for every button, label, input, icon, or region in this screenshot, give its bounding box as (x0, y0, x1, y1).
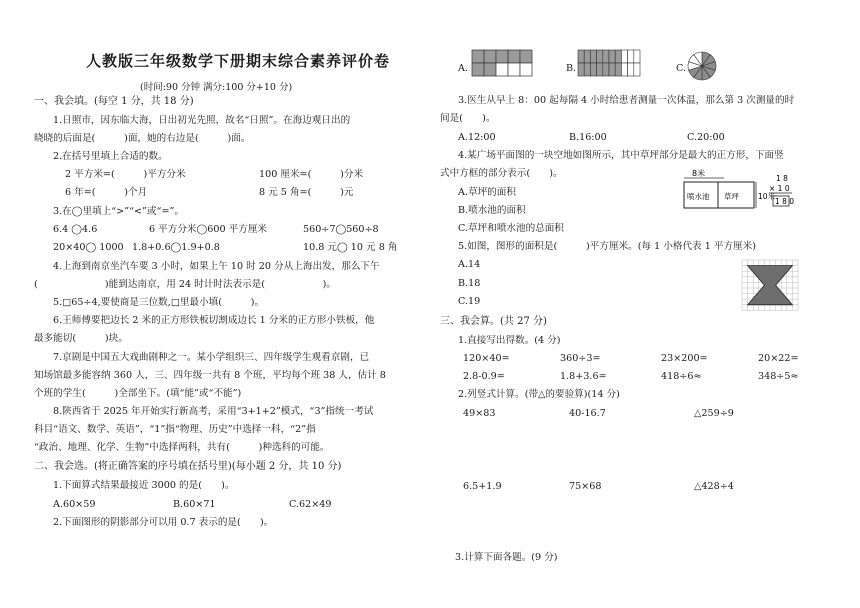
fraction-circle-figure-c (686, 50, 718, 82)
s3-q2-item: △428÷4 (694, 481, 734, 492)
section1-heading: 一、我会填。(每空 1 分，共 18 分) (34, 96, 194, 107)
grid-cell (472, 50, 484, 63)
grid-cell (508, 50, 520, 63)
s1-q4-line2: ( )能到达南京，用 24 时计时法表示是( )。 (34, 279, 336, 290)
s3-q1-item: 1.8+3.6= (560, 371, 607, 382)
s3-q1: 1.直接写出得数。(4 分) (458, 335, 561, 346)
s1-q7-line2: 知场馆最多能容纳 360 人，三、四年级一共有 8 个班，平均每个班 38 人，估计 8 (34, 370, 386, 381)
grid-cell (609, 50, 615, 63)
section2-heading: 二、我会选。(将正确答案的序号填在括号里)(每小题 2 分，共 10 分) (34, 461, 342, 472)
grid-cell (520, 63, 532, 76)
s2-q4-option: B.喷水池的面积 (458, 205, 526, 216)
s2-q1-option: A.60×59 (53, 499, 96, 510)
grid-cell (634, 50, 640, 63)
s1-q2: 2.在括号里填上合适的数。 (53, 151, 168, 162)
s2-q3-option: C.20:00 (687, 132, 725, 143)
grid-cell (484, 63, 496, 76)
grid-cell (609, 63, 615, 76)
s1-q7-line1: 7.京剧是中国五大戏曲剧种之一。某小学组织三、四年级学生观看京剧，已 (53, 352, 370, 363)
s1-q3-item: 1.8+0.6◯1.9+0.8 (132, 242, 220, 253)
grid-cell (496, 63, 508, 76)
grid-cell (615, 63, 621, 76)
lawn-label: 草坪 (724, 192, 739, 201)
s1-q8-line3: “政治、地理、化学、生物”中选择两科，共有( )种选科的可能。 (34, 442, 330, 453)
s2-q5: 5.如图，图形的面积是( )平方厘米。(每 1 小格代表 1 平方厘米) (458, 241, 756, 252)
s3-q1-item: 360÷3= (560, 353, 601, 364)
s3-q1-item: 20×22= (758, 353, 799, 364)
s2-q5-option: B.18 (458, 278, 481, 289)
grid-cell (628, 63, 634, 76)
s3-q1-item: 120×40= (463, 353, 510, 364)
fraction-grid-figure-b (578, 50, 642, 80)
grid-cell (590, 63, 596, 76)
s3-q1-item: 418÷6≈ (661, 371, 702, 382)
s2-q4-option: A.草坪的面积 (458, 187, 516, 198)
s1-q2-item: 6 年=( )个月 (65, 187, 148, 198)
s1-q2-item: 8 元 5 角=( )元 (259, 187, 354, 198)
s1-q3: 3.在◯里填上“>”“<”或“=”。 (53, 206, 184, 217)
s1-q1-line2: 晓晓的后面是( )面，她的右边是( )面。 (34, 133, 251, 144)
s1-q8-line2: 科目“语文、数学、英语”，“1”指“物理、历史”中选择一科，“2”指 (34, 424, 316, 435)
s3-q2-item: △259÷9 (694, 408, 734, 419)
s1-q3-item: 6 平方分米◯600 平方厘米 (149, 224, 268, 235)
grid-cell (584, 50, 590, 63)
grid-cell (628, 50, 634, 63)
grid-cell (603, 50, 609, 63)
s1-q3-item: 20×40◯ 1000 (53, 242, 124, 253)
grid-cell (484, 50, 496, 63)
grid-cell (603, 63, 609, 76)
s2-q2: 2.下面图形的阴影部分可以用 0.7 表示的是( )。 (53, 517, 274, 528)
s3-q2: 2.列竖式计算。(带△的要验算)(14 分) (458, 389, 620, 400)
page-title: 人教版三年级数学下册期末综合素养评价卷 (86, 52, 391, 70)
grid-cell (597, 50, 603, 63)
s2-q1-option: B.60×71 (173, 499, 216, 510)
s2-q3-line1: 3.医生从早上 8：00 起每隔 4 小时给患者测量一次体温，那么第 3 次测量的时 (458, 95, 795, 106)
s1-q4-line1: 4.上海到南京坐汽车要 3 小时，如果上午 10 时 20 分从上海出发，那么下午 (53, 261, 380, 272)
s2-q3-option: A.12:00 (458, 132, 496, 143)
grid-cell (584, 63, 590, 76)
fraction-grid-figure-a (472, 50, 532, 80)
s2-q4-line1: 4.某广场平面图的一块空地如图所示，其中草坪部分是最大的正方形，下面竖 (458, 150, 784, 161)
s3-q2-item: 40-16.7 (569, 408, 606, 419)
width-label: 8米 (692, 169, 706, 178)
calc-line: 1 8 0 (775, 197, 795, 206)
s1-q6-line2: 最多能切( )块。 (34, 333, 128, 344)
grid-cell (621, 50, 627, 63)
section3-heading: 三、我会算。(共 27 分) (440, 316, 547, 327)
s2-q2-option: C. (676, 63, 687, 74)
fountain-label: 喷水池 (687, 192, 710, 201)
s2-q5-option: C.19 (458, 296, 481, 307)
grid-cell (472, 63, 484, 76)
s2-q4-line2: 式中方框的部分表示( )。 (440, 168, 563, 179)
s3-q3: 3.计算下面各题。(9 分) (455, 552, 558, 563)
s2-q4-option: C.草坪和喷水池的总面积 (458, 223, 564, 234)
s3-q2-item: 49×83 (463, 408, 496, 419)
s2-q1-option: C.62×49 (289, 499, 332, 510)
page-subtitle: (时间:90 分钟 满分:100 分+10 分) (140, 82, 293, 93)
height-label: 10米 (758, 192, 776, 201)
s2-q5-option: A.14 (458, 259, 481, 270)
grid-cell (597, 63, 603, 76)
grid-cell (578, 50, 584, 63)
grid-cell (615, 50, 621, 63)
s2-q3-option: B.16:00 (569, 132, 607, 143)
s3-q1-item: 348÷5≈ (758, 371, 799, 382)
calc-line: × 1 0 (769, 184, 790, 193)
s1-q6-line1: 6.王师傅要把边长 2 米的正方形铁板切割成边长 1 分米的正方形小铁板，他 (53, 315, 375, 326)
s2-q2-option: B. (566, 63, 577, 74)
grid-cell (634, 63, 640, 76)
s1-q2-item: 100 厘米=( )分米 (259, 169, 364, 180)
s2-q1: 1.下面算式结果最接近 3000 的是( )。 (53, 480, 235, 491)
grid-cell (520, 50, 532, 63)
s3-q2-item: 6.5+1.9 (463, 481, 502, 492)
s2-q3-line2: 间是( )。 (440, 113, 496, 124)
s1-q3-item: 6.4 ◯4.6 (53, 224, 98, 235)
grid-cell (590, 50, 596, 63)
s2-q2-option: A. (458, 63, 468, 74)
s1-q7-line3: 个班的学生( )全部坐下。(填“能”或“不能”) (34, 388, 242, 399)
s3-q1-item: 23×200= (661, 353, 708, 364)
s3-q1-item: 2.8-0.9= (463, 371, 505, 382)
plaza-plan-figure (680, 168, 800, 224)
s3-q2-item: 75×68 (569, 481, 602, 492)
s1-q3-item: 10.8 元◯ 10 元 8 角 (303, 242, 398, 253)
hourglass-area-figure (742, 260, 802, 316)
s1-q5: 5.□65÷4,要使商是三位数,□里最小填( )。 (53, 297, 265, 308)
calc-line: 1 8 (776, 174, 788, 183)
s1-q3-item: 560÷7◯560÷8 (303, 224, 379, 235)
hourglass-shape (748, 266, 793, 305)
s1-q8-line1: 8.陕西省于 2025 年开始实行新高考，采用“3+1+2”模式，“3”指统一考试 (53, 406, 374, 417)
s1-q2-item: 2 平方米=( )平方分米 (65, 169, 186, 180)
s1-q1-line1: 1.日照市，因东临大海，日出初光先照，故名“日照”。在海边观日出的 (53, 115, 351, 126)
grid-cell (578, 63, 584, 76)
grid-cell (621, 63, 627, 76)
grid-cell (496, 50, 508, 63)
grid-cell (508, 63, 520, 76)
